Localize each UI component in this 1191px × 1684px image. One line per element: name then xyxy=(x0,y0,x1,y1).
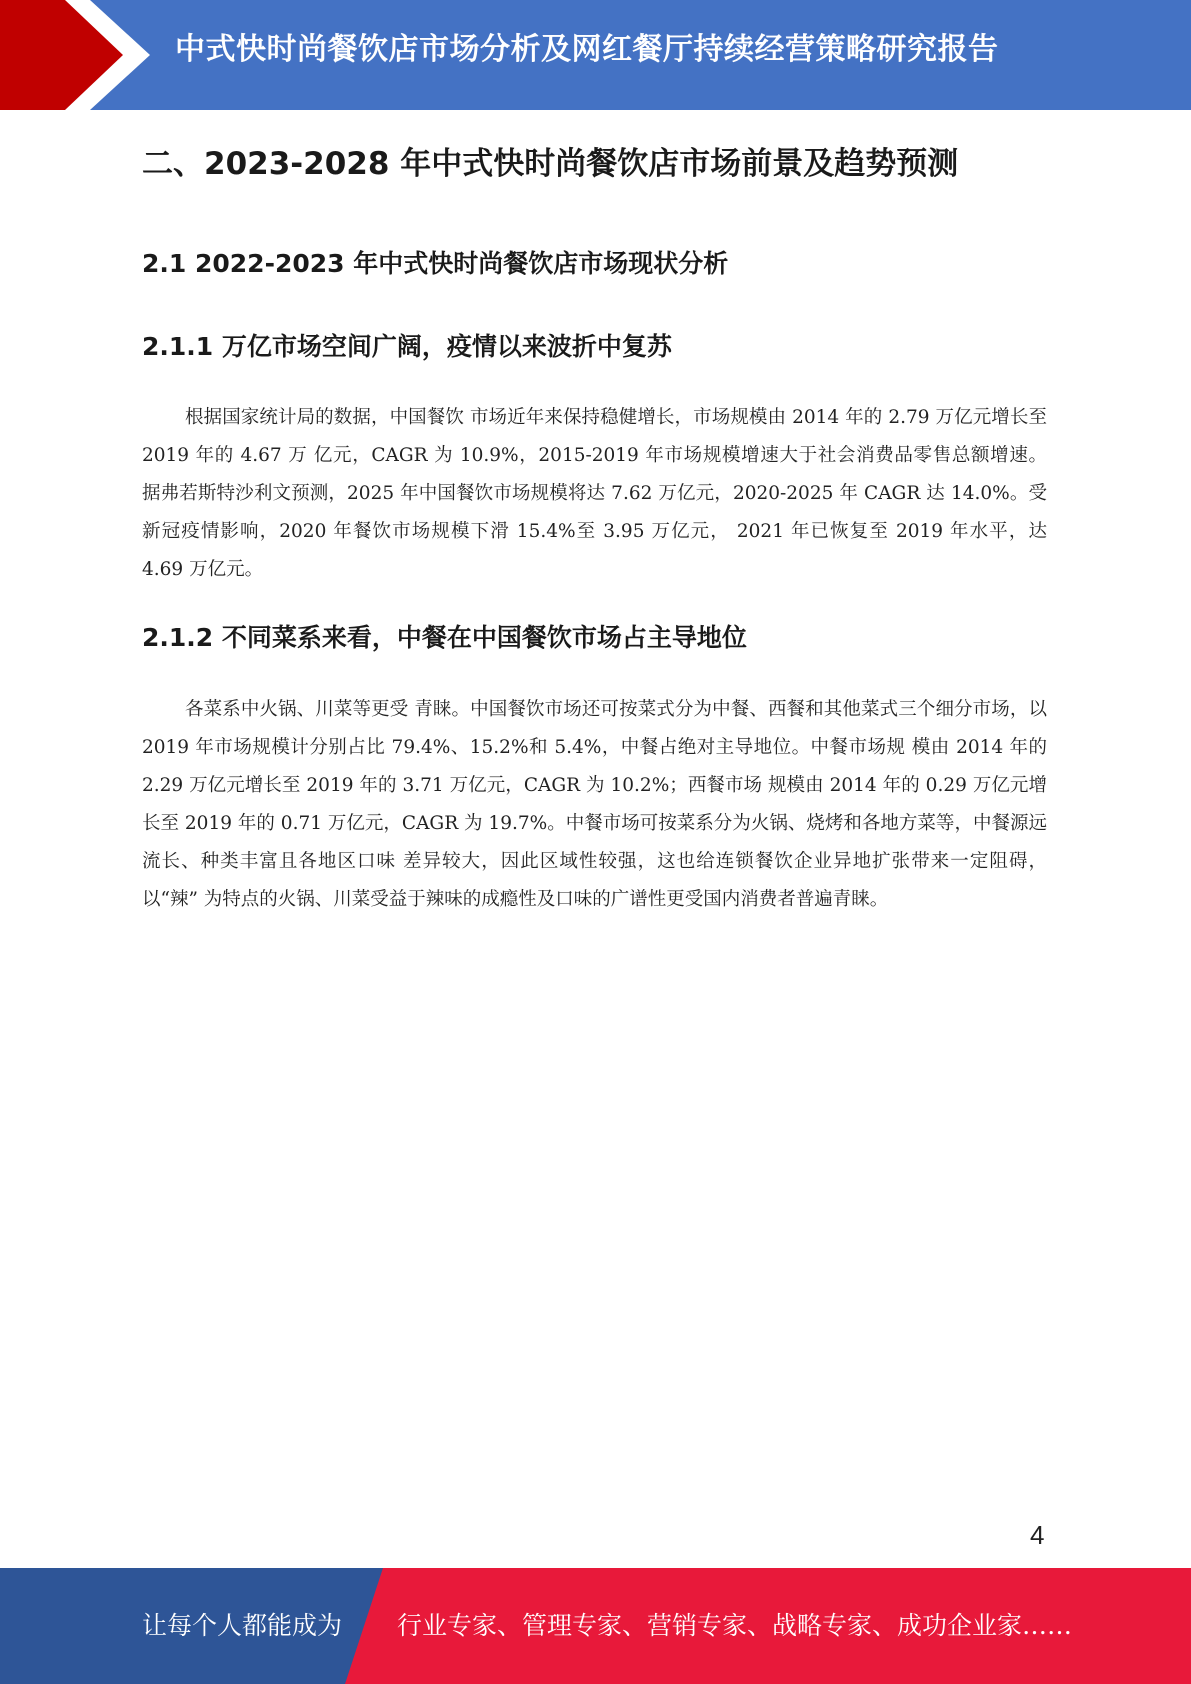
subsubsection-heading-2: 2.1.2 不同菜系来看，中餐在中国餐饮市场占主导地位 xyxy=(142,623,747,652)
subsubsection-heading-1: 2.1.1 万亿市场空间广阔，疫情以来波折中复苏 xyxy=(142,332,672,361)
header-banner xyxy=(0,0,1191,110)
paragraph-2: 各菜系中火锅、川菜等更受 青睐。中国餐饮市场还可按菜式分为中餐、西餐和其他菜式三个细分市场，以 2019 年市场规模计分别占比 79.4%、15.2%和 5.4%，中餐占绝对主导地位。中餐市场规 模由 2014 年的 2.29 万亿元增长至 2019 年的 3.71 万亿元，CAGR 为 10.2%；西餐市场 规模由 2014 年的 0.29 万亿元增长至 2019 年的 0.71 万亿元，CAGR 为 19.7%。中餐市场可按菜系分为火锅、烧烤和各地方菜等，中餐源远流长、种类丰富且各地区口味 差异较大，因此区域性较强，这也给连锁餐饮企业异地扩张带来一定阻碍，以“辣” 为特点的火锅、川菜受益于辣味的成瘾性及口味的广谱性更受国内消费者普遍青睐。 xyxy=(142,699,1047,910)
footer-banner xyxy=(0,1568,1191,1684)
report-title: 中式快时尚餐饮店市场分析及网红餐厅持续经营策略研究报告 xyxy=(175,32,999,67)
footer-slogan-left: 让每个人都能成为 xyxy=(142,1611,343,1640)
page-number: 4 xyxy=(1030,1520,1045,1550)
subsection-heading: 2.1 2022-2023 年中式快时尚餐饮店市场现状分析 xyxy=(142,249,729,278)
footer-slogan-right: 行业专家、管理专家、营销专家、战略专家、成功企业家…… xyxy=(397,1611,1073,1640)
section-heading: 二、2023-2028 年中式快时尚餐饮店市场前景及趋势预测 xyxy=(142,146,959,182)
paragraph-1: 根据国家统计局的数据，中国餐饮 市场近年来保持稳健增长，市场规模由 2014 年的 2.79 万亿元增长至 2019 年的 4.67 万 亿元，CAGR 为 10.9%，2015-2019 年市场规模增速大于社会消费品零售总额增速。 据弗若斯特沙利文预测，2025 年中国餐饮市场规模将达 7.62 万亿元，2020-2025 年 CAGR 达 14.0%。受新冠疫情影响，2020 年餐饮市场规模下滑 15.4%至 3.95 万亿元， 2021 年已恢复至 2019 年水平，达 4.69 万亿元。 xyxy=(142,407,1047,580)
